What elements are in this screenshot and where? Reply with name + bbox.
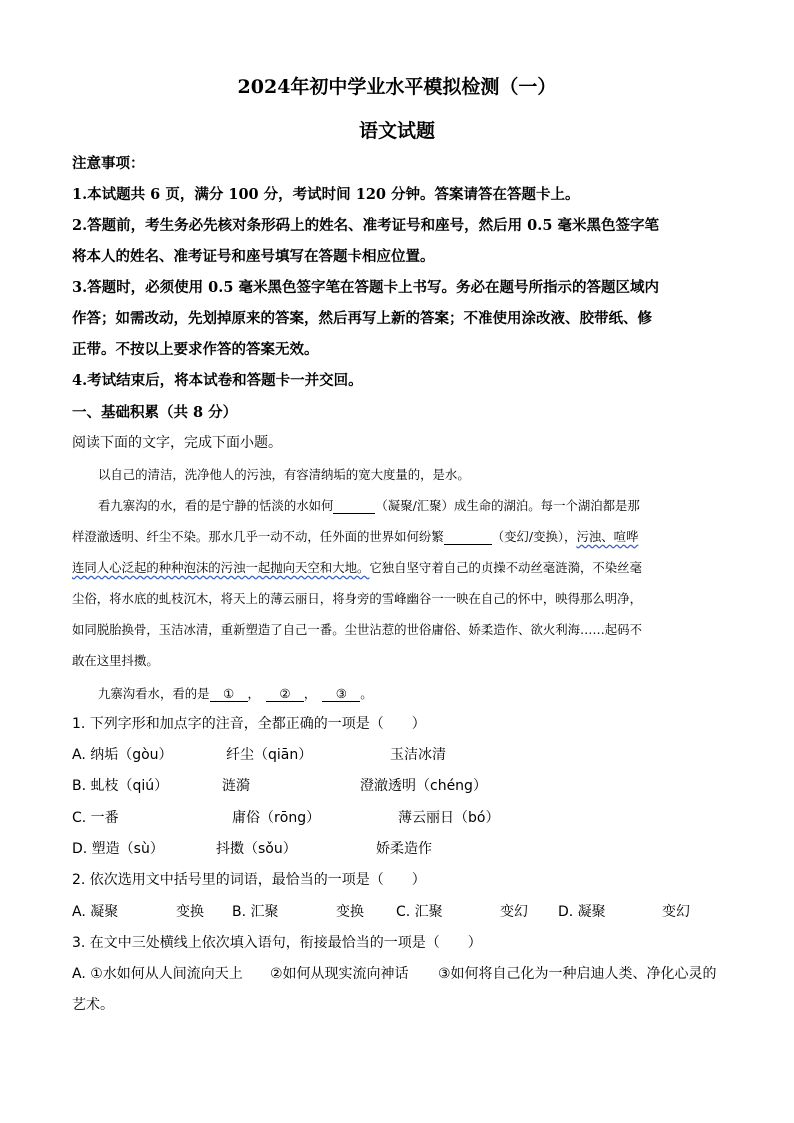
note-3-line-3: 正带。不按以上要求作答的答案无效。	[72, 341, 319, 358]
q2-option-d: D. 凝聚	[558, 904, 606, 920]
passage-line: 如同脱胎换骨，玉洁冰清，重新塑造了自己一番。尘世沾惹的世俗庸俗、娇柔造作、欲火利海……起码不	[72, 622, 642, 637]
q1-option-c-word-2: 庸俗（rōng）	[232, 810, 321, 826]
note-3-line-1: 3.答题时，必须使用 0.5 毫米黑色签字笔在答题卡上书写。务必在题号所指示的答题区域内	[72, 279, 659, 296]
q1-option-c: C. 一番	[72, 810, 119, 826]
note-3-line-2: 作答；如需改动，先划掉原来的答案，然后再写上新的答案；不准使用涂改液、胶带纸、修	[72, 310, 652, 327]
passage-paragraph-1: 以自己的清洁，洗净他人的污浊，有容清纳垢的宽大度量的，是水。	[98, 467, 470, 482]
q1-option-a-word-2: 纤尘（qiān）	[226, 747, 313, 763]
passage-line: 样澄澈透明、纤尘不染。那水几乎一动不动，任外面的世界如何纷繁 （变幻/变换），污浊、喧哗	[72, 529, 639, 544]
page-subtitle: 语文试题	[358, 120, 435, 142]
q3-option-a-part-1: A. ①水如何从人间流向天上	[72, 966, 243, 982]
question-3-stem: 3. 在文中三处横线上依次填入语句，衔接最恰当的一项是（ ）	[72, 935, 482, 951]
notes-heading: 注意事项：	[72, 155, 145, 172]
fill-blank	[444, 529, 492, 545]
passage-line: 看九寨沟的水，看的是宁静的恬淡的水如何 （凝聚/汇聚）成生命的湖泊。每一个湖泊都是那	[98, 498, 640, 513]
q1-option-a-word-3: 玉洁冰清	[390, 747, 446, 763]
page-title: 2024年初中学业水平模拟检测（一）	[237, 76, 557, 98]
q3-option-a-part-2: ②如何从现实流向神话	[270, 966, 409, 982]
fill-blank	[333, 498, 375, 514]
note-2-line-2: 将本人的姓名、准考证号和座号填写在答题卡相应位置。	[72, 248, 435, 265]
underlined-sentence: 连同人心泛起的种种泡沫的污浊一起抛向天空和大地。	[72, 560, 370, 575]
section-instruction: 阅读下面的文字，完成下面小题。	[72, 435, 282, 451]
blank-2: ②	[266, 686, 304, 702]
q1-option-b-word-3: 澄澈透明（chéng）	[360, 778, 487, 794]
question-1-stem: 1. 下列字形和加点字的注音，全都正确的一项是（ ）	[72, 716, 426, 732]
q2-option-c-word-2: 变幻	[500, 904, 528, 920]
q1-option-b: B. 虬枝（qiú）	[72, 778, 169, 794]
q2-option-b-word-2: 变换	[336, 904, 364, 920]
q2-option-c: C. 汇聚	[396, 904, 443, 920]
passage-line: 敢在这里抖擞。	[72, 653, 159, 668]
q2-option-b: B. 汇聚	[232, 904, 279, 920]
q1-option-d: D. 塑造（sù）	[72, 841, 164, 857]
underlined-sentence: 污浊、喧哗	[576, 529, 639, 544]
q1-option-d-word-2: 抖擞（sǒu）	[216, 841, 297, 857]
q3-option-a-part-3: ③如何将自己化为一种启迪人类、净化心灵的	[438, 966, 717, 982]
blank-1: ①	[210, 686, 248, 702]
q1-option-a: A. 纳垢（gòu）	[72, 747, 173, 763]
note-1: 1.本试题共 6 页，满分 100 分，考试时间 120 分钟。答案请答在答题卡上。	[72, 186, 580, 203]
q1-option-c-word-3: 薄云丽日（bó）	[398, 810, 500, 826]
question-2-stem: 2. 依次选用文中括号里的词语，最恰当的一项是（ ）	[72, 872, 426, 888]
passage-line: 连同人心泛起的种种泡沫的污浊一起抛向天空和大地。它独自坚守着自己的贞操不动丝毫涟漪，不染丝毫	[72, 560, 642, 575]
passage-line: 尘俗，将水底的虬枝沉木，将天上的薄云丽日，将身旁的雪峰幽谷一一映在自己的怀中，映得那么明净，	[72, 591, 642, 606]
blank-3: ③	[322, 686, 360, 702]
passage-blanks-line: 九寨沟看水，看的是 ① ， ② ， ③ 。	[98, 686, 373, 701]
note-4: 4.考试结束后，将本试卷和答题卡一并交回。	[72, 372, 363, 389]
q2-option-a: A. 凝聚	[72, 904, 119, 920]
q3-option-a-continued: 艺术。	[72, 997, 114, 1013]
note-2-line-1: 2.答题前，考生务必先核对条形码上的姓名、准考证号和座号，然后用 0.5 毫米黑色签字笔	[72, 217, 659, 234]
q1-option-d-word-3: 娇柔造作	[376, 841, 432, 857]
section-heading: 一、基础积累（共 8 分）	[72, 404, 238, 421]
q2-option-a-word-2: 变换	[176, 904, 204, 920]
q1-option-b-word-2: 涟漪	[222, 778, 250, 794]
q2-option-d-word-2: 变幻	[662, 904, 690, 920]
